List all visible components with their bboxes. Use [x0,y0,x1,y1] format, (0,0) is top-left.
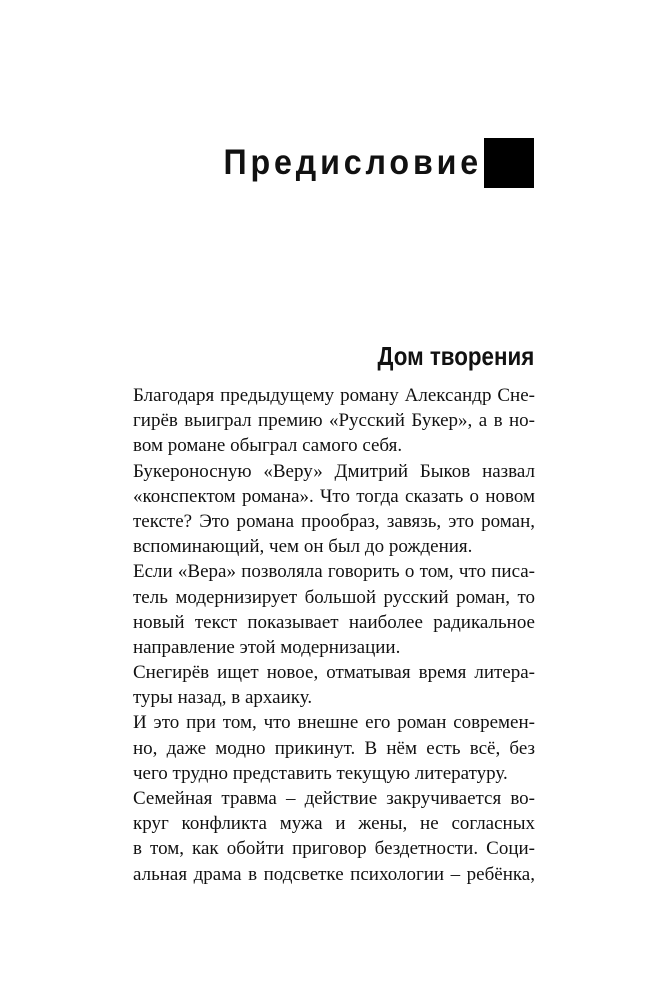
body-line: «конспектом романа». Что тогда сказать о новом [133,485,535,507]
body-line: туры назад, в архаику. [133,687,313,709]
body-line: И это при том, что внешне его роман современ- [133,712,535,734]
body-line: Благодаря предыдущему роману Александр Сне- [133,385,535,406]
body-line: альная драма в подсветке психологии – ребёнка, [133,863,535,885]
chapter-marker-block [484,138,534,188]
body-line: круг конфликта мужа и жены, не согласных [133,813,535,835]
body-line: Букероносную «Веру» Дмитрий Быков назвал [133,460,535,482]
body-line: направление этой модернизации. [133,636,401,658]
chapter-title: Предисловие [223,143,482,182]
body-line: но, даже модно прикинут. В нём есть всё, без [133,737,535,759]
body-line: вспоминающий, чем он был до рождения. [133,536,473,558]
body-line: Если «Вера» позволяла говорить о том, что писа- [133,561,535,583]
body-line: вом романе обыграл самого себя. [133,435,403,457]
body-line: тель модернизирует большой русский роман, то [133,586,535,608]
body-line: Семейная травма – действие закручивается во- [133,788,535,809]
body-line: в том, как обойти приговор бездетности. Соци- [133,838,535,860]
body-line: тексте? Это романа прообраз, завязь, это роман, [133,510,535,532]
body-line: чего трудно представить текущую литературу. [133,762,508,784]
body-line: Снегирёв ищет новое, отматывая время литера- [133,662,535,684]
body-line: гирёв выиграл премию «Русский Букер», а в но- [133,410,535,432]
body-text [133,383,535,887]
body-line: новый текст показывает наиболее радикальное [133,611,535,633]
chapter-header [201,138,534,188]
section-title: Дом творения [377,341,534,371]
